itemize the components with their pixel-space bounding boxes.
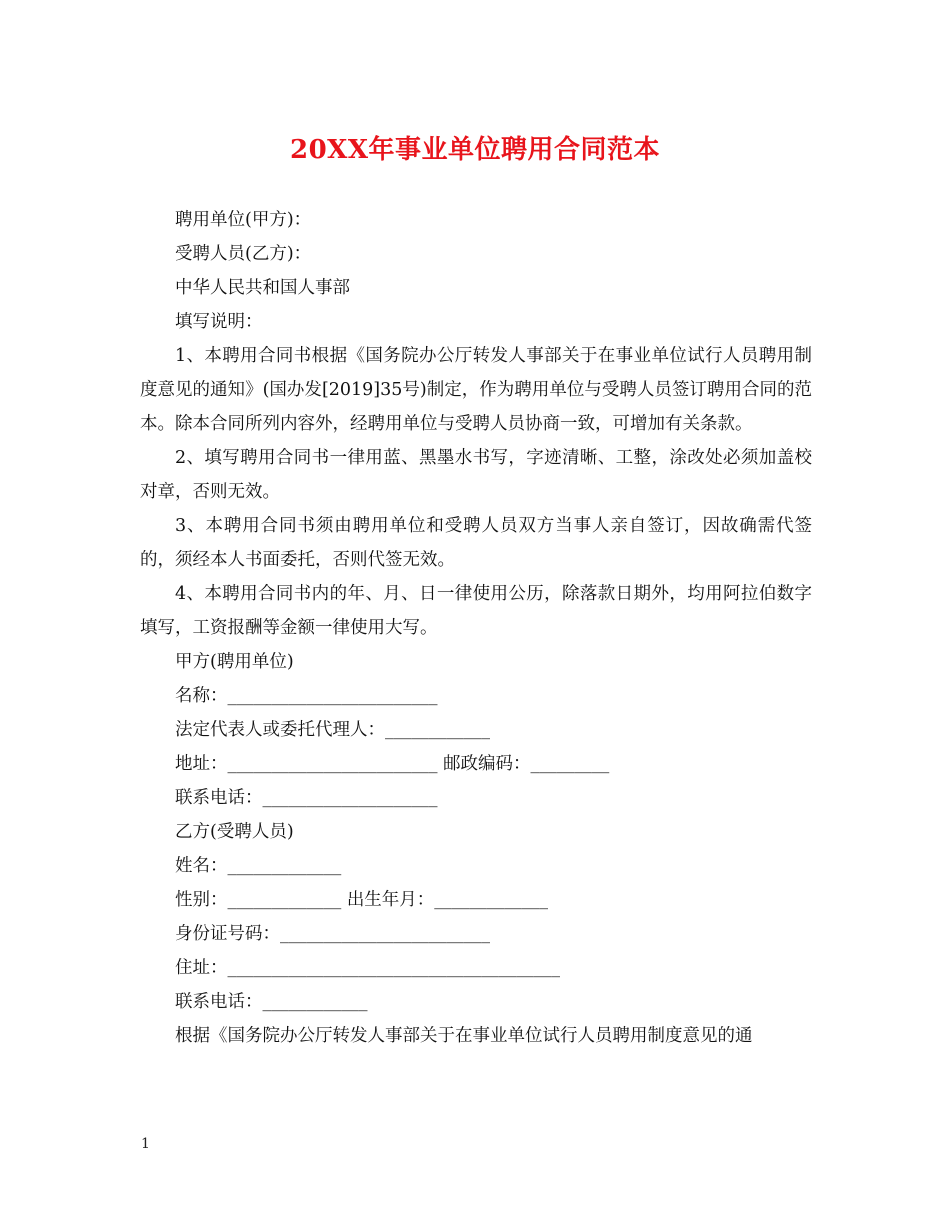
instructions-heading: 填写说明：	[175, 312, 263, 332]
party-b-name-field: 姓名：_____________	[175, 856, 342, 876]
instruction-item-4: 4、本聘用合同书内的年、月、日一律使用公历，除落款日期外，均用阿拉伯数字填写，工资报酬等金额一律使用大写。	[140, 584, 812, 638]
ministry-line: 中华人民共和国人事部	[175, 278, 350, 298]
party-b-address-field: 住址：______________________________________	[175, 958, 560, 978]
document-body	[140, 203, 812, 1053]
instruction-item-2: 2、填写聘用合同书一律用蓝、黑墨水书写，字迹清晰、工整，涂改处必须加盖校对章，否则无效。	[140, 448, 812, 502]
instruction-item-1: 1、本聘用合同书根据《国务院办公厅转发人事部关于在事业单位试行人员聘用制度意见的通知》(国办发[2019]35号)制定，作为聘用单位与受聘人员签订聘用合同的范本。除本合同所列内容外，经聘用单位与受聘人员协商一致，可增加有关条款。	[140, 346, 812, 434]
party-b-heading: 乙方(受聘人员)	[175, 822, 294, 842]
party-b-phone-field: 联系电话：____________	[175, 992, 368, 1012]
instruction-item-3: 3、本聘用合同书须由聘用单位和受聘人员双方当事人亲自签订，因故确需代签的，须经本人书面委托，否则代签无效。	[140, 516, 812, 570]
party-b-gender-birth-field: 性别：_____________ 出生年月：_____________	[175, 890, 549, 910]
party-a-name-field: 名称：________________________	[175, 686, 438, 706]
party-a-representative-field: 法定代表人或委托代理人：____________	[175, 720, 490, 740]
party-a-phone-field: 联系电话：____________________	[175, 788, 438, 808]
page-number: 1	[141, 1136, 150, 1152]
employer-line: 聘用单位(甲方)：	[175, 210, 312, 230]
party-a-address-field: 地址：________________________ 邮政编码：_________	[175, 754, 610, 774]
party-b-id-field: 身份证号码：________________________	[175, 924, 490, 944]
closing-paragraph-start: 根据《国务院办公厅转发人事部关于在事业单位试行人员聘用制度意见的通	[175, 1026, 753, 1046]
employee-line: 受聘人员(乙方)：	[175, 244, 312, 264]
document-title: 20XX年事业单位聘用合同范本	[289, 135, 661, 165]
party-a-heading: 甲方(聘用单位)	[175, 652, 294, 672]
